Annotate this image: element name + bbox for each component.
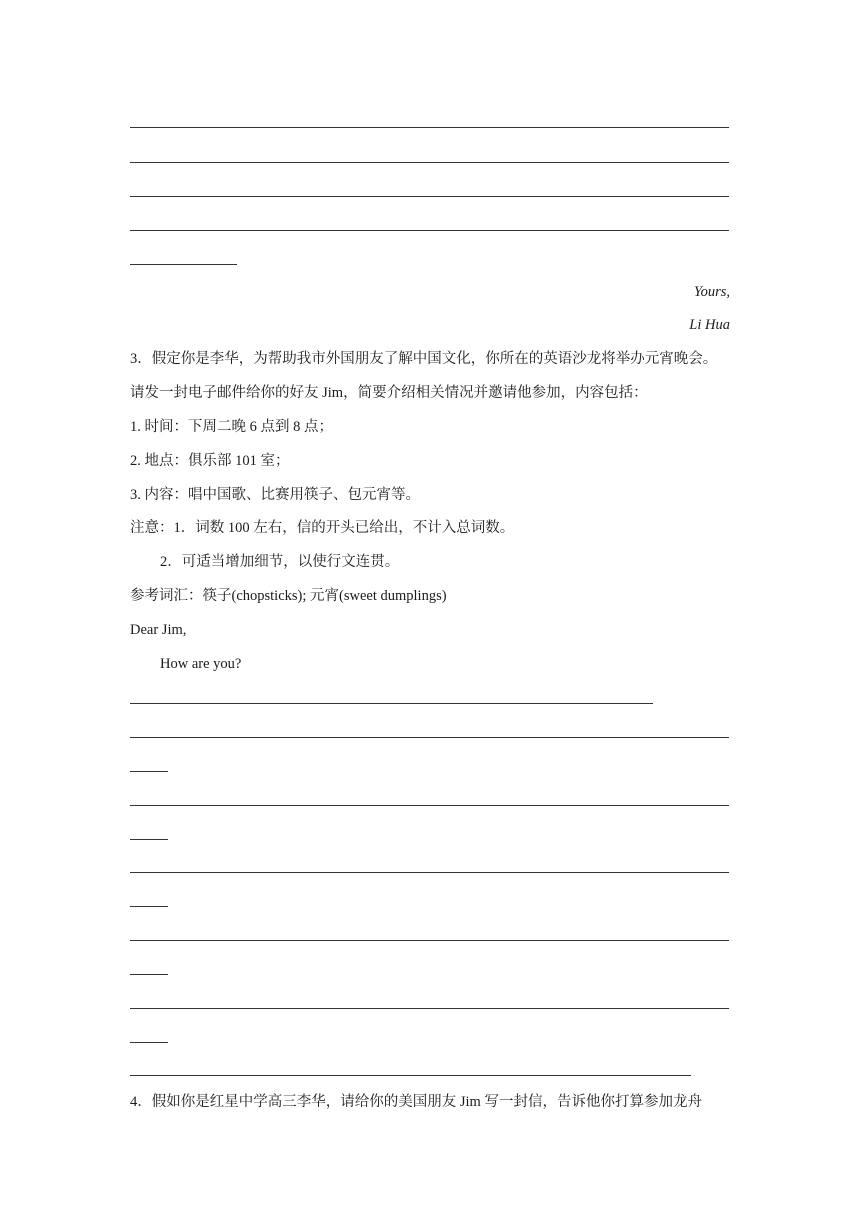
letter-opening: How are you?: [160, 656, 242, 672]
q3-note-2: 2．可适当增加细节，以使行文连贯。: [160, 554, 400, 570]
closing-name: Li Hua: [689, 317, 730, 333]
answer-line-short: [130, 1042, 168, 1043]
answer-line-short: [130, 771, 168, 772]
answer-line-short: [130, 839, 168, 840]
answer-line: [130, 703, 653, 704]
answer-line: [130, 230, 729, 231]
q3-intro-line1: 3．假定你是李华，为帮助我市外国朋友了解中国文化，你所在的英语沙龙将举办元宵晚会。: [130, 351, 718, 367]
answer-line: [130, 805, 729, 806]
answer-line: [130, 1075, 691, 1076]
q3-item-content: 3. 内容：唱中国歌、比赛用筷子、包元宵等。: [130, 487, 420, 503]
answer-line-short: [130, 264, 237, 265]
answer-line: [130, 940, 729, 941]
answer-line: [130, 872, 729, 873]
q4-intro: 4．假如你是红星中学高三李华，请给你的美国朋友 Jim 写一封信，告诉他你打算参加龙舟: [130, 1094, 702, 1110]
answer-line: [130, 162, 729, 163]
answer-line-short: [130, 906, 168, 907]
answer-line: [130, 1008, 729, 1009]
letter-salutation: Dear Jim,: [130, 622, 187, 638]
answer-line: [130, 196, 729, 197]
closing-yours: Yours,: [693, 284, 730, 300]
q3-intro-line2: 请发一封电子邮件给你的好友 Jim，简要介绍相关情况并邀请他参加，内容包括：: [130, 385, 648, 401]
q3-item-time: 1. 时间：下周二晚 6 点到 8 点；: [130, 419, 333, 435]
q3-item-place: 2. 地点：俱乐部 101 室；: [130, 453, 290, 469]
answer-line: [130, 127, 729, 128]
q3-vocab: 参考词汇：筷子(chopsticks); 元宵(sweet dumplings): [130, 588, 447, 604]
answer-line: [130, 737, 729, 738]
answer-line-short: [130, 974, 168, 975]
q3-note-1: 注意：1．词数 100 左右，信的开头已给出，不计入总词数。: [130, 520, 515, 536]
